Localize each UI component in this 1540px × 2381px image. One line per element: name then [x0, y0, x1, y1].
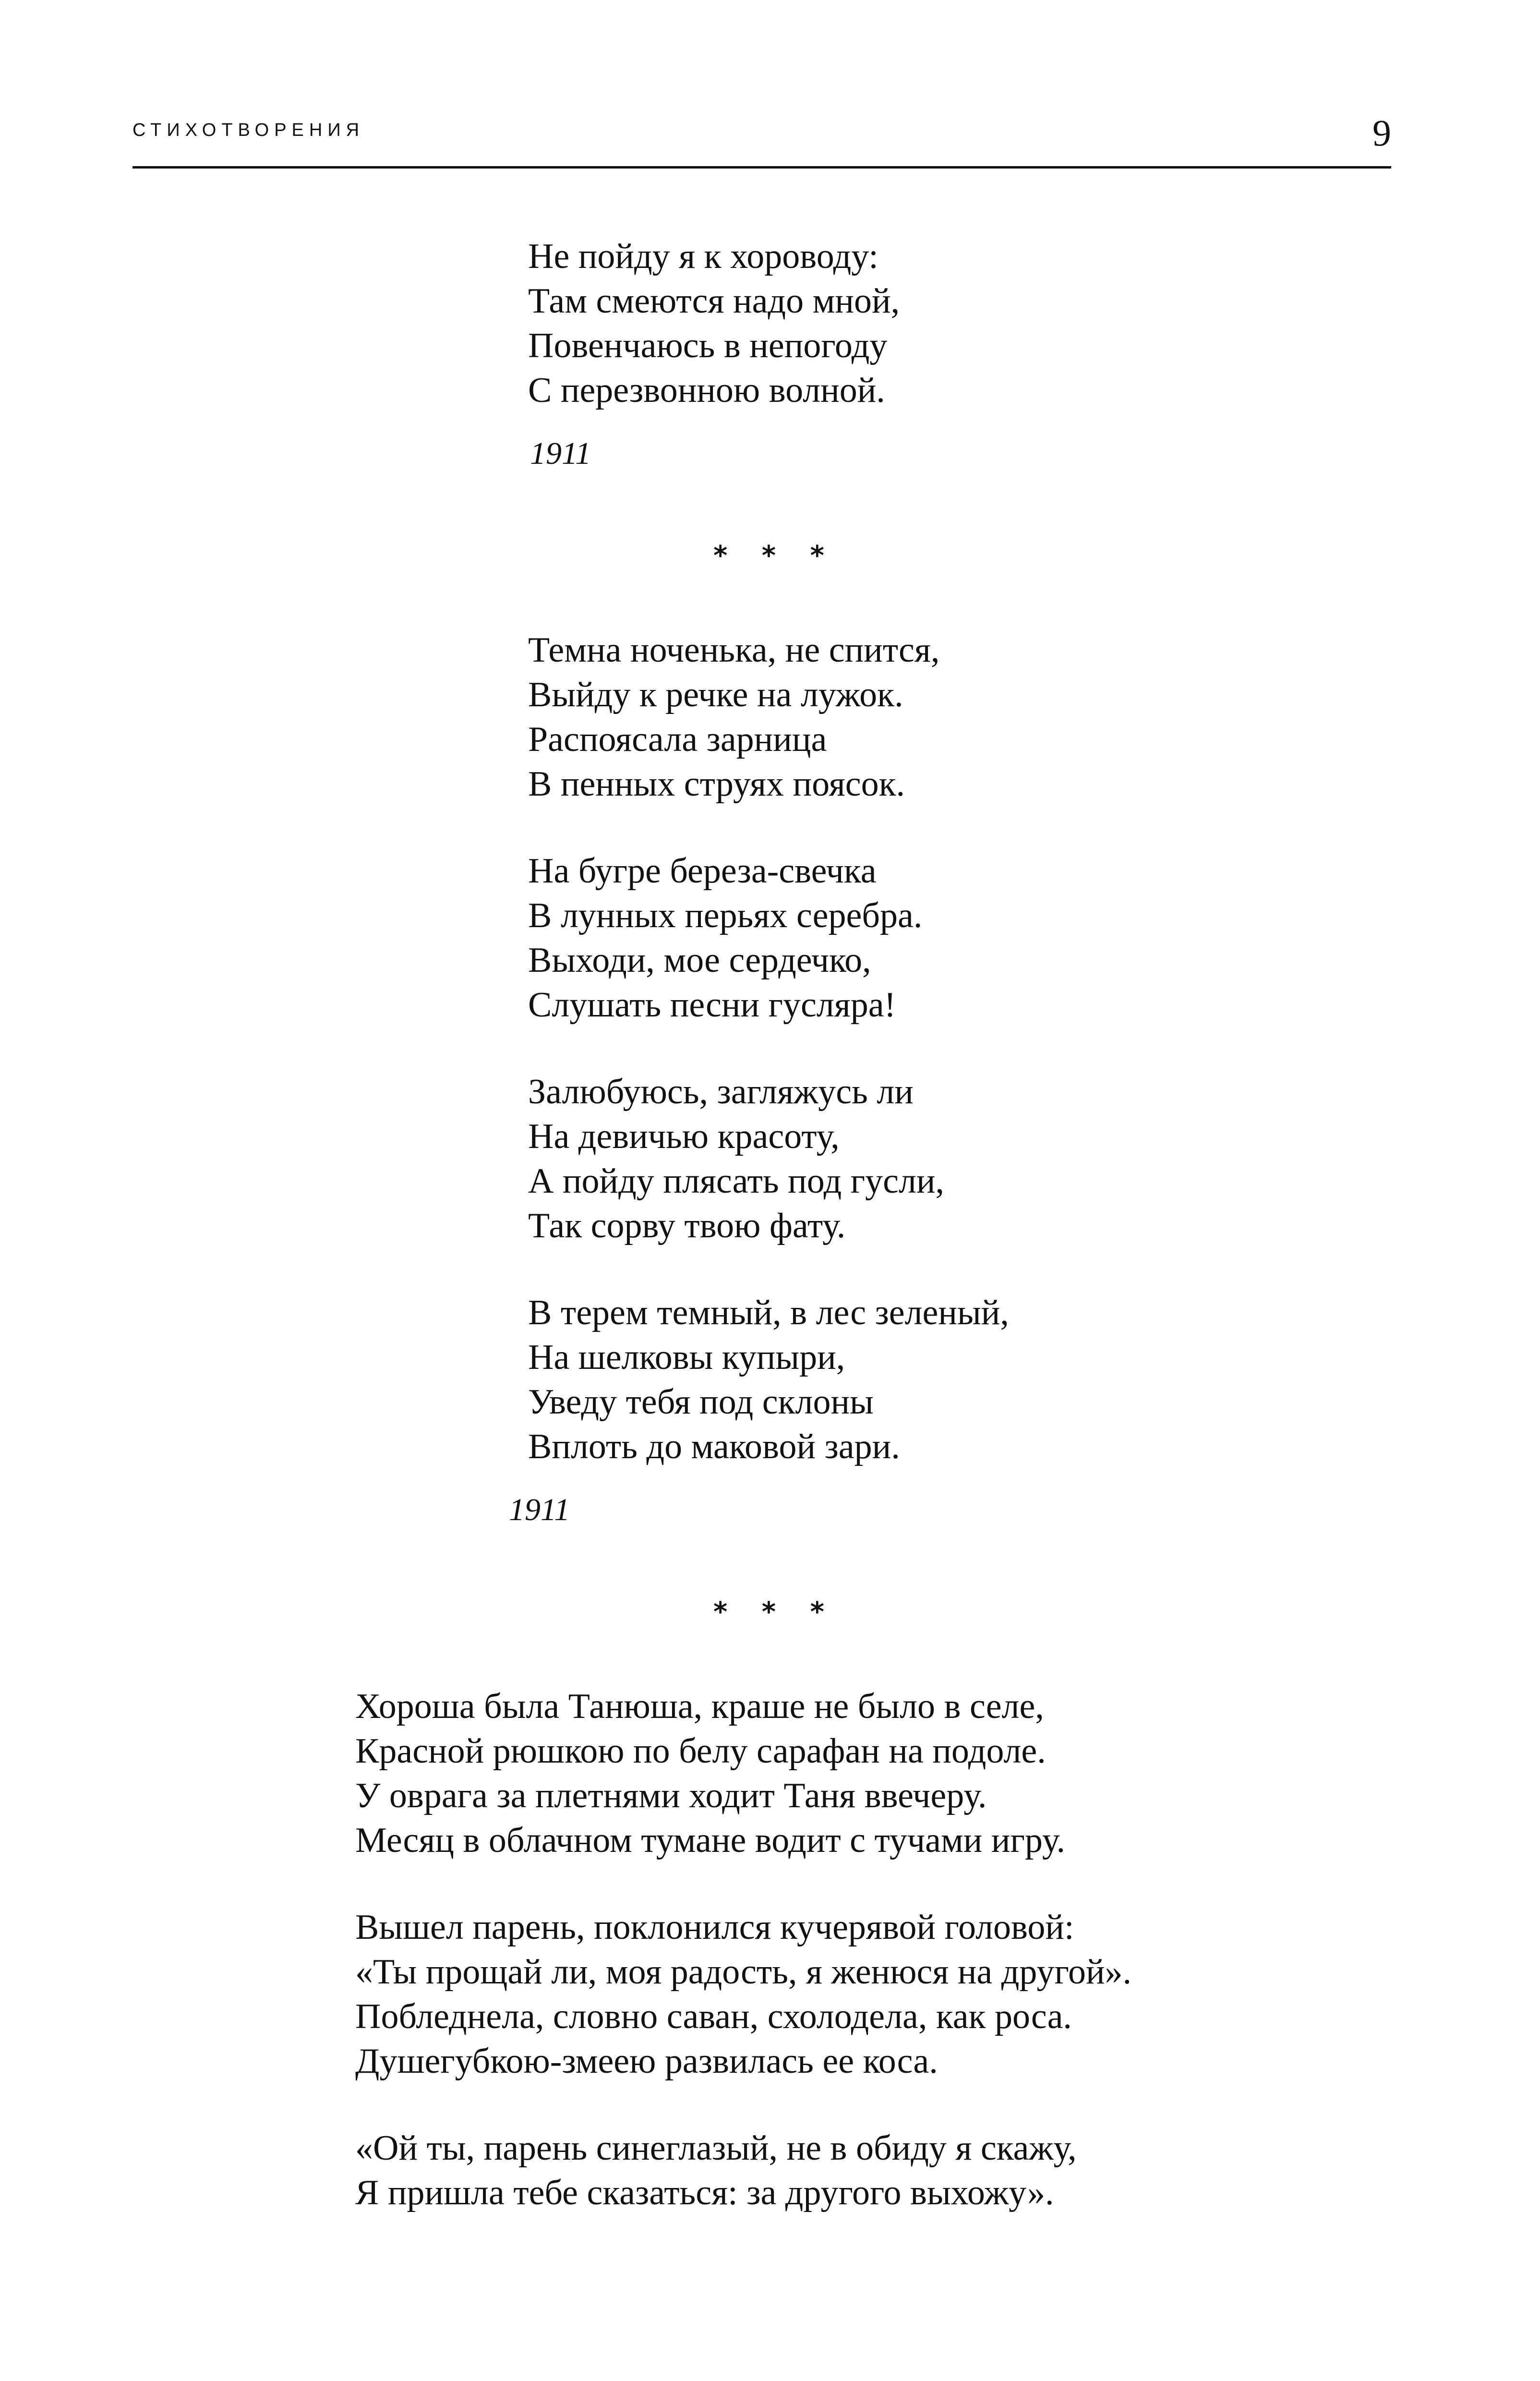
poem-line: Вплоть до маковой зари.: [528, 1427, 900, 1466]
poem-line: Слушать песни гусляра!: [528, 985, 896, 1025]
poem3-stanza-3: [355, 2126, 1077, 2215]
poem2-stanza-1: [528, 628, 939, 807]
poem3-stanza-1: [355, 1684, 1065, 1863]
poem-line: Месяц в облачном тумане водит с тучами игру.: [355, 1821, 1065, 1860]
poem-line: Залюбуюсь, загляжусь ли: [528, 1072, 914, 1112]
poem-line: С перезвонною волной.: [528, 371, 885, 410]
poem-line: На бугре береза-свечка: [528, 851, 877, 891]
poem-line: Хороша была Танюша, краше не было в селе,: [355, 1687, 1044, 1726]
poem-line: Уведу тебя под склоны: [528, 1382, 874, 1422]
poem3-stanza-2: [355, 1905, 1131, 2084]
poem-line: Душегубкою-змеею развилась ее коса.: [355, 2042, 938, 2081]
poem-line: Не пойду я к хороводу:: [528, 237, 878, 276]
poem-line: Вышел парень, поклонился кучерявой головой:: [355, 1908, 1074, 1947]
poem-line: Выходи, мое сердечко,: [528, 941, 871, 980]
poem-line: Выйду к речке на лужок.: [528, 675, 903, 714]
poem-line: «Ой ты, парень синеглазый, не в обиду я скажу,: [355, 2128, 1077, 2168]
poem2-stanza-3: [528, 1070, 944, 1248]
poem-line: На девичью красоту,: [528, 1117, 840, 1156]
poem1-stanza-1: [528, 234, 900, 413]
poem2-separator: * * *: [713, 540, 837, 571]
poem-line: А пойду плясать под гусли,: [528, 1161, 944, 1201]
poem2-stanza-2: [528, 849, 922, 1027]
header-rule: [132, 166, 1391, 169]
poem2-stanza-4: [528, 1291, 1009, 1469]
page-number: 9: [1372, 112, 1391, 154]
poem-line: «Ты прощай ли, моя радость, я женюся на другой».: [355, 1952, 1132, 1992]
poem-line: В лунных перьях серебра.: [528, 896, 923, 935]
poem-line: Так сорву твою фату.: [528, 1206, 846, 1245]
poem-line: Распоясала зарница: [528, 720, 827, 759]
poem-line: Темна ноченька, не спится,: [528, 630, 940, 670]
poem-line: В терем темный, в лес зеленый,: [528, 1293, 1009, 1332]
poem-line: У оврага за плетнями ходит Таня ввечеру.: [355, 1776, 987, 1815]
poem-line: Я пришла тебе сказаться: за другого выхожу».: [355, 2173, 1054, 2212]
running-title: СТИХОТВОРЕНИЯ: [132, 120, 365, 140]
poem-line: В пенных струях поясок.: [528, 764, 905, 804]
poem2-date: 1911: [509, 1492, 570, 1527]
poem3-separator: * * *: [713, 1596, 837, 1628]
poem-line: На шелковы купыри,: [528, 1338, 845, 1377]
poem-line: Там смеются надо мной,: [528, 281, 900, 321]
poem-line: Повенчаюсь в непогоду: [528, 326, 888, 365]
poem-line: Побледнела, словно саван, схолодела, как роса.: [355, 1997, 1072, 2036]
poem-line: Красной рюшкою по белу сарафан на подоле.: [355, 1731, 1046, 1771]
poem1-date: 1911: [530, 436, 591, 471]
